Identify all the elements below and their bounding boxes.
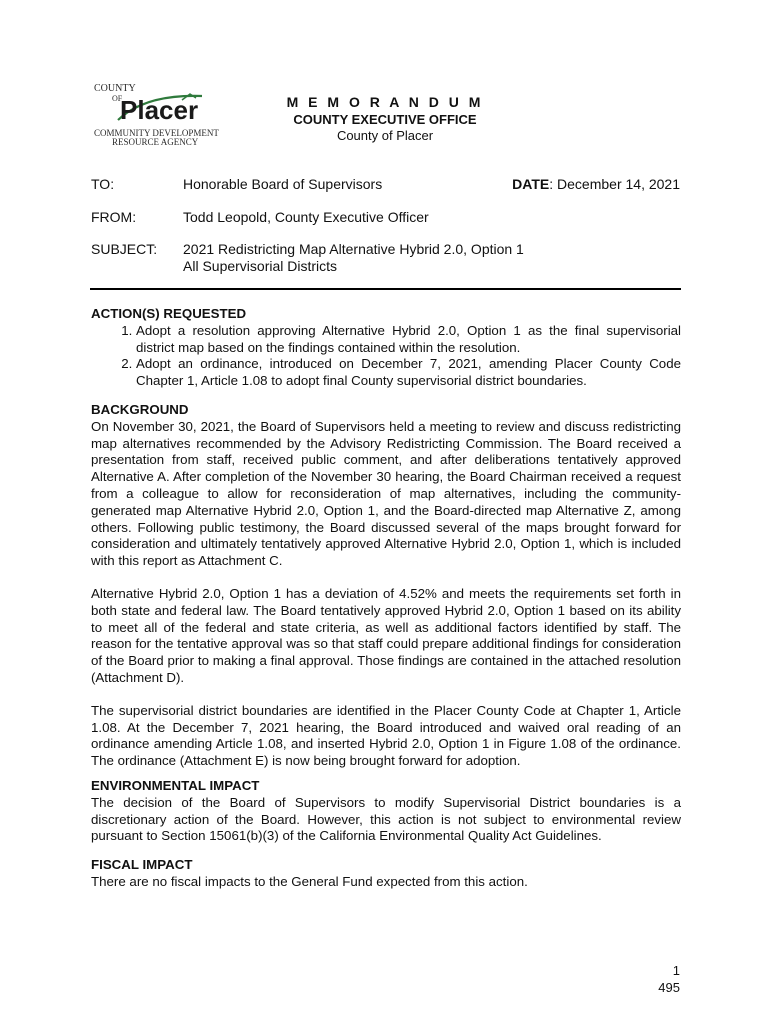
fiscal-paragraph: There are no fiscal impacts to the General Fund expected from this action. <box>91 873 528 889</box>
to-value: Honorable Board of Supervisors <box>183 176 383 192</box>
subject-line-2: All Supervisorial Districts <box>183 258 338 274</box>
environmental-paragraph: The decision of the Board of Supervisors to modify Supervisorial District boundaries is a discretionary action of the Board. However, this action is not subject to environmental review pursuant to Section 15061(b)(3) of the California Environmental Quality Act Guidelines. <box>91 794 681 844</box>
environmental-heading: ENVIRONMENTAL IMPACT <box>91 777 260 793</box>
from-value: Todd Leopold, County Executive Officer <box>183 209 429 225</box>
from-label: FROM: <box>91 209 137 225</box>
memo-header <box>230 94 540 144</box>
background-paragraph-1: On November 30, 2021, the Board of Supervisors held a meeting to review and discuss redistricting map alternatives recommended by the Advisory Redistricting Commission. The Board received a presentation from staff, received public comment, and after deliberations tentatively approved Alternative A. After completion of the November 30 hearing, the Board Chairman received a request from a colleague to allow for reconsideration of map alternatives, including the community-generated map Alternative Hybrid 2.0, Option 1, and the Board-directed map Alternative Z, among others. Following public testimony, the Board discussed several of the maps brought forward for consideration and ultimately tentatively approved Alternative Hybrid 2.0, Option 1, which is included with this report as Attachment C. <box>91 418 681 569</box>
action-item: 2. Adopt an ordinance, introduced on December 7, 2021, amending Placer County Code Chapter 1, Article 1.08 to adopt final County supervisorial district boundaries. <box>136 356 681 390</box>
background-paragraph-2: Alternative Hybrid 2.0, Option 1 has a deviation of 4.52% and meets the requirements set forth in both state and federal law. The Board tentatively approved Hybrid 2.0, Option 1 based on its ability to meet all of the federal and state criteria, as well as additional factors identified by staff. The reason for the tentative approval was so that staff could prepare additional findings for consideration of the Board prior to making a final approval. Those findings are contained in the attached resolution (Attachment D). <box>91 585 681 685</box>
logo-county-text: COUNTY <box>94 83 136 94</box>
actions-heading: ACTION(S) REQUESTED <box>91 306 247 321</box>
date-line <box>512 176 680 192</box>
subject-value <box>183 241 524 275</box>
subject-line-1: 2021 Redistricting Map Alternative Hybrid 2.0, Option 1 <box>183 241 524 257</box>
logo-of-text: OF <box>112 94 123 103</box>
subject-label: SUBJECT: <box>91 241 158 257</box>
office-name: COUNTY EXECUTIVE OFFICE <box>293 112 477 127</box>
background-heading: BACKGROUND <box>91 401 189 417</box>
action-item: 1. Adopt a resolution approving Alternative Hybrid 2.0, Option 1 as the final supervisorial district map based on the findings contained within the resolution. <box>136 323 681 357</box>
date-value: : December 14, 2021 <box>549 176 680 192</box>
memo-body <box>91 306 681 891</box>
logo-name-text: Placer <box>120 95 199 125</box>
logo-agency-line2: RESOURCE AGENCY <box>112 137 199 147</box>
county-logo <box>90 83 219 148</box>
page-footer <box>658 962 680 996</box>
header-divider <box>90 288 681 290</box>
to-label: TO: <box>91 176 115 192</box>
logo-agency-line1: COMMUNITY DEVELOPMENT <box>94 128 219 138</box>
date-label: DATE <box>512 176 550 192</box>
county-name: County of Placer <box>336 128 434 143</box>
background-paragraph-3: The supervisorial district boundaries are identified in the Placer County Code at Chapter 1, Article 1.08. At the December 7, 2021 hearing, the Board introduced and waived oral reading of an ordinance amending Article 1.08, and inserted Hybrid 2.0, Option 1 in Figure 1.08 of the ordinance. The ordinance (Attachment E) is now being brought forward for adoption. <box>91 702 681 769</box>
memo-title: M E M O R A N D U M <box>286 94 484 110</box>
bates-number: 495 <box>658 980 680 995</box>
page-number: 1 <box>672 963 680 978</box>
fiscal-heading: FISCAL IMPACT <box>91 857 193 873</box>
actions-list <box>91 323 681 390</box>
